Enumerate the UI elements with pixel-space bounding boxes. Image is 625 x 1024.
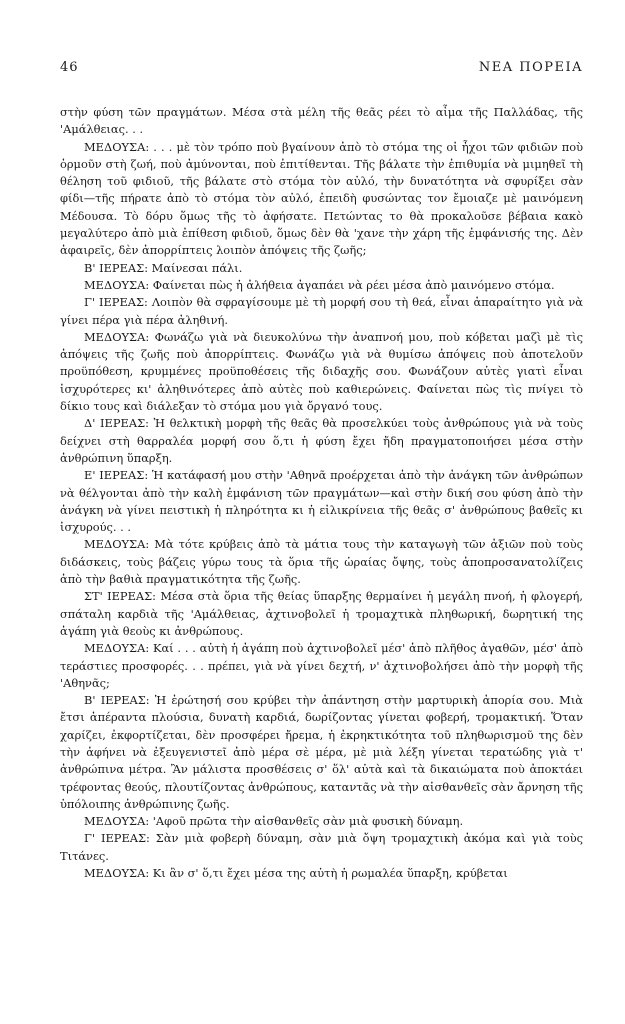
paragraph: ΜΕΔΟΥΣΑ: Κι ἂν σ' ὅ,τι ἔχει μέσα της αὐτὴ ἡ ρωμαλέα ὕπαρξη, κρύβεται	[84, 866, 508, 881]
running-title: ΝΕΑ ΠΟΡΕΙΑ	[478, 60, 583, 75]
paragraph: Γ' ΙΕΡΕΑΣ: Λοιπὸν θὰ σφραγίσουμε μὲ τὴ μορφή σου τὴ θεά, εἶναι ἀπαραίτητο γιὰ νὰ γίνει πέρα γιὰ πέρα ἀληθινή.	[60, 295, 583, 327]
paragraph: ΜΕΔΟΥΣΑ: Φωνάζω γιὰ νὰ διευκολύνω τὴν ἀναπνοή μου, ποὺ κόβεται μαζὶ μὲ τὶς ἀπόψεις τῆς ζωῆς ποὺ ἀπορρίπτεις. Φωνάζω γιὰ νὰ θυμίσω ἀπόψεις ποὺ ἀποτελοῦν προϋπόθεση, κρυμμένες προϋποθέσεις τῆς διδαχῆς σου. Φωνάζουν αὐτὲς γιατὶ εἶναι ἰσχυρότερες κι' ἀληθινότερες ἀπὸ αὐτὲς ποὺ καθιερώνεις. Φαίνεται πὼς τὶς πνίγει τὸ δίκιο τους καὶ διάλεξαν τὸ στόμα μου γιὰ ὄργανό τους.	[60, 329, 583, 414]
paragraph: ΜΕΔΟΥΣΑ: . . . μὲ τὸν τρόπο ποὺ βγαίνουν ἀπὸ τὸ στόμα της οἱ ἦχοι τῶν φιδιῶν ποὺ ὁρμοῦν στὴ ζωή, ποὺ ἀμύνονται, ποὺ ἐπιτίθενται. Τῆς βάλατε τὴν ἐπιθυμία νὰ μιμηθεῖ τὴ θέληση τοῦ φιδιοῦ, τῆς βάλατε στὸ στόμα τὸν αὐλό, τὴν δυνατότητα νὰ σφυρίξει σὰν φίδι—τῆς πήρατε ἀπὸ τὸ στόμα τὸν αὐλό, ἐπειδὴ φυσώντας τον ἔμοιαζε μὲ μαινόμενη Μέδουσα. Τὸ δόρυ ὅμως τῆς τὸ ἀφήσατε. Πετώντας το θὰ προκαλοῦσε βέβαια κακὸ μεγαλύτερο ἀπὸ μιὰ ἐπίθεση φιδιοῦ, ὅμως δὲν θὰ 'χανε τὴν χάρη τῆς ἐμφάνισής της. Δὲν ἀφαιρεῖς, δὲν ἀπορρίπτεις λοιπὸν ἀπόψεις τῆς ζωῆς;	[60, 139, 583, 258]
paragraph: ΜΕΔΟΥΣΑ: Μὰ τότε κρύβεις ἀπὸ τὰ μάτια τους τὴν καταγωγὴ τῶν ἀξιῶν ποὺ τοὺς διδάσκεις, τοὺς βάζεις γύρω τους τὰ ὅρια τῆς ὡραίας ὄψης, τοὺς ἀποπροσανατολίζεις ἀπὸ τὴν βαθιὰ πραγματικότητα τῆς ζωῆς.	[60, 537, 583, 587]
page-header	[60, 60, 583, 80]
paragraph: Β' ΙΕΡΕΑΣ: Ἡ ἐρώτησή σου κρύβει τὴν ἀπάντηση στὴν μαρτυρικὴ ἀπορία σου. Μιὰ ἔτσι ἀπέραντα πλούσια, δυνατὴ καρδιά, δωρίζοντας γίνεται φοβερή, τρομακτική. Ὅταν χαρίζει, ἐκφορτίζεται, δὲν προσφέρει ἤρεμα, ἡ ἐκρηκτικότητα τοῦ πληθωρισμοῦ της δὲν τὴν ἀφήνει νὰ ἐξευγενιστεῖ ἀπὸ μέρα σὲ μέρα, μὲ μιὰ λέξη γίνεται τερατώδης γιὰ τ' ἀνθρώπινα μέτρα. Ἂν μάλιστα προσθέσεις σ' ὅλ' αὐτὰ καὶ τὰ δικαιώματα ποὺ ἀποκτάει τρέφοντας θεούς, πλουτίζοντας ἀνθρώπους, καταντᾶς νὰ τὴν αἰσθανθεῖς σὰν ἄρνηση τῆς ὑπόλοιπης ἀνθρώπινης ζωῆς.	[60, 693, 583, 811]
paragraph: ΣΤ' ΙΕΡΕΑΣ: Μέσα στὰ ὅρια τῆς θείας ὕπαρξης θερμαίνει ἡ μεγάλη πνοή, ἡ φλογερή, σπάταλη καρδιὰ τῆς 'Αμάλθειας, ἀχτινοβολεῖ ἡ τρομαχτικὰ πληθωρική, δωρητική της ἀγάπη γιὰ θεοὺς κι ἀνθρώπους.	[60, 589, 583, 638]
paragraph: ΜΕΔΟΥΣΑ: 'Αφοῦ πρῶτα τὴν αἰσθανθεῖς σὰν μιὰ φυσικὴ δύναμη.	[84, 814, 464, 829]
paragraph: ΜΕΔΟΥΣΑ: Φαίνεται πὼς ἡ ἀλήθεια ἀγαπάει νὰ ρέει μέσα ἀπὸ μαινόμενο στόμα.	[84, 277, 555, 292]
paragraph: Γ' ΙΕΡΕΑΣ: Σὰν μιὰ φοβερὴ δύναμη, σὰν μιὰ ὄψη τρομαχτικὴ ἀκόμα καὶ γιὰ τοὺς Τιτάνες.	[60, 831, 583, 863]
paragraph: στὴν φύση τῶν πραγμάτων. Μέσα στὰ μέλη τῆς θεᾶς ρέει τὸ αἷμα τῆς Παλλάδας, τῆς 'Αμάλθειας. . .	[60, 105, 583, 137]
paragraph: ΜΕΔΟΥΣΑ: Καί . . . αὐτὴ ἡ ἀγάπη ποὺ ἀχτινοβολεῖ μέσ' ἀπὸ πλῆθος ἀγαθῶν, μέσ' ἀπὸ τεράστιες προσφορές. . . πρέπει, γιὰ νὰ γίνει δεχτή, ν' ἀχτινοβολήσει ἀπὸ τὴν μορφὴ τῆς 'Αθηνᾶς;	[60, 641, 583, 690]
paragraph: Ε' ΙΕΡΕΑΣ: Ἡ κατάφασή μου στὴν 'Αθηνᾶ προέρχεται ἀπὸ τὴν ἀνάγκη τῶν ἀνθρώπων νὰ θέλγονται ἀπὸ τὴν καλὴ ἐμφάνιση τῶν πραγμάτων—καὶ στὴν δική σου φύση ἀπὸ τὴν ἀνάγκη νὰ γίνει πειστικὴ ἡ πληρότητα κι ἡ εἰλικρίνεια τῆς θεᾶς σ' ἀνθρώπους βαθεῖς κι ἰσχυρούς. . .	[60, 468, 583, 535]
paragraph: Δ' ΙΕΡΕΑΣ: Ἡ θελκτικὴ μορφὴ τῆς θεᾶς θὰ προσελκύει τοὺς ἀνθρώπους γιὰ νὰ τοὺς δείχνει στὴ θαρραλέα μορφή σου ὅ,τι ἡ φύση ἔχει ἤδη πραγματοποιήσει μέσα στὴν ἀνθρώπινη ὕπαρξη.	[60, 416, 583, 465]
page-number: 46	[60, 60, 79, 75]
body-text	[60, 104, 583, 882]
paragraph: Β' ΙΕΡΕΑΣ: Μαίνεσαι πάλι.	[84, 260, 243, 275]
